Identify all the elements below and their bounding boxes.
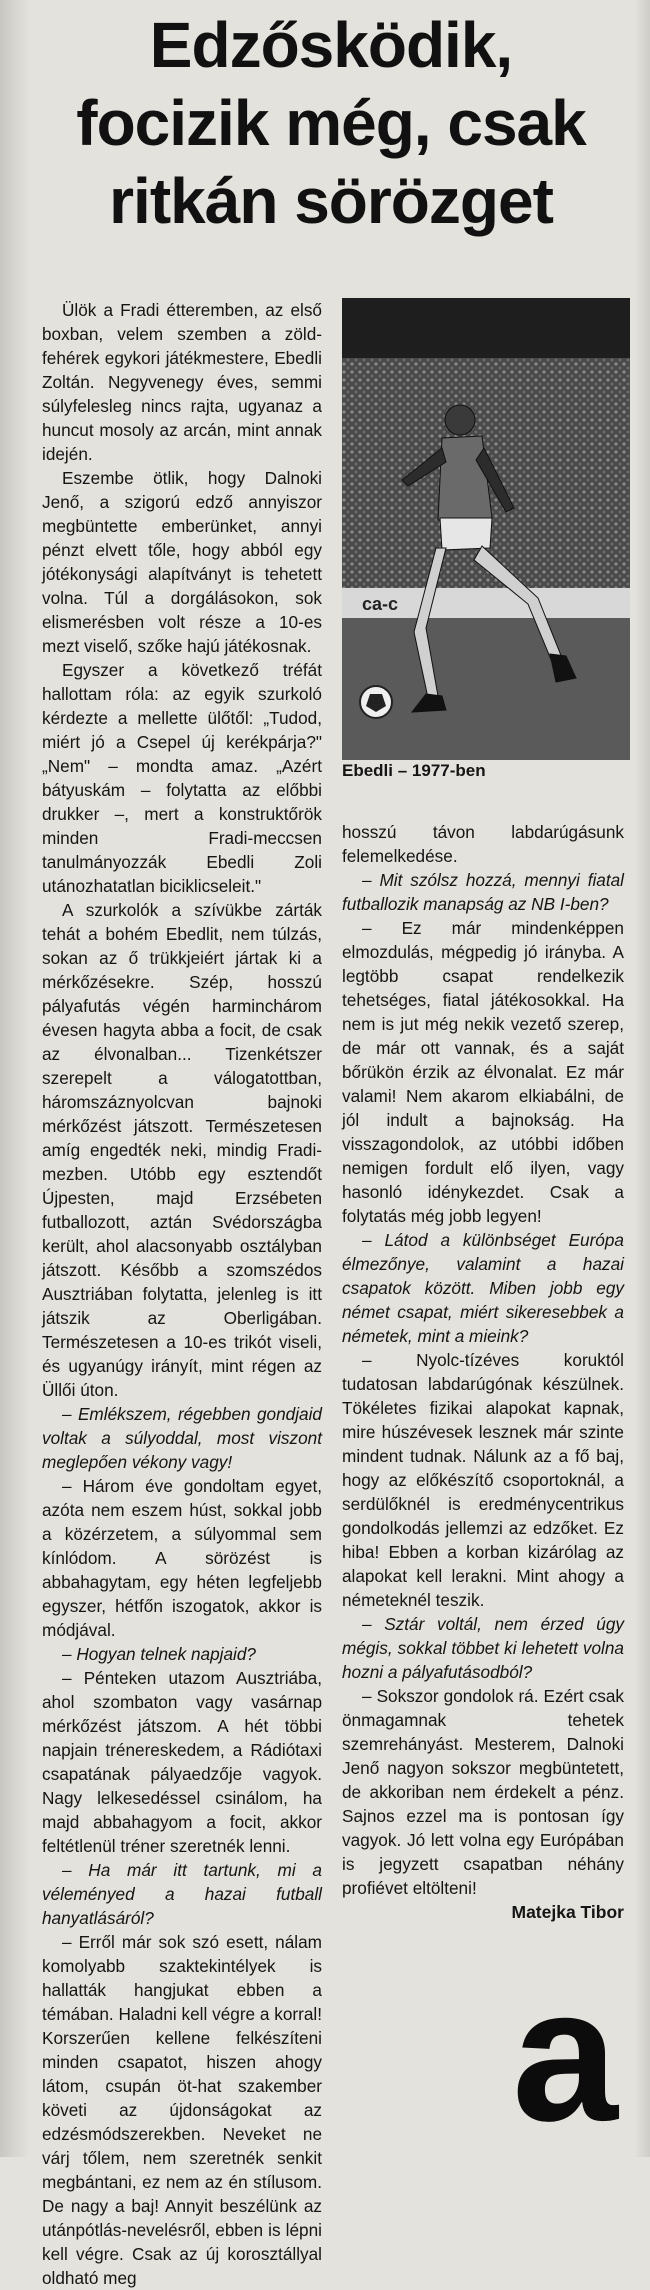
svg-text:ca-c: ca-c [362,594,399,614]
headline-line-2: focizik még, csak [76,87,586,159]
adjacent-page-strip-right [634,0,650,2157]
interview-question: – Mit szólsz hozzá, mennyi fiatal futballozik manapság az NB I-ben? [342,870,624,914]
article-paragraph: – Pénteken utazom Ausztriába, ahol szombaton vagy vasárnap mérkőzést játszom. A hét többi napjain trénereskedem, a Rádiótaxi csapatának pályaedzője vagyok. Nagy lelkesedéssel csinálom, ha majd abbahagyom a focit, akkor feltétlenül tréner szeretnék lenni. [42,1668,322,1856]
photo-caption: Ebedli – 1977-ben [342,761,486,780]
section-logo: a [512,1949,618,2161]
article-paragraph: – Erről már sok szó esett, nálam komolyabb szaktekintélyek is hallatták hangjukat ebben a témában. Haladni kell végre a korral! Korszerűen kellene felkészíteni minden csapatot, hiszen ahogy látom, csupán öt-hat szakember követi az újdonságokat az edzésmódszerekben. Neveket ne várj tőlem, nem szeretnék senkit megbántani, ez nem az én stílusom. De nagy a baj! Annyit beszélünk az utánpótlás-nevelésről, ebben is lépni kell végre. Csak az új korosztállyal oldható meg [42,1932,322,2288]
article-column-right-body [342,820,624,1900]
article-paragraph: Eszembe ötlik, hogy Dalnoki Jenő, a szigorú edző annyiszor megbüntette emberünket, annyi pénzt elvett tőle, hogy abból egy jótékonysági alapítványt is tehetett volna. Túl a dorgálásokon, sok elismerésben volt része a 10-es mezt viselő, szőke hajú játékosnak. [42,468,322,656]
article-paragraph: – Sokszor gondolok rá. Ezért csak önmagamnak tehetek szemrehányást. Mesterem, Dalnoki Jenő nagyon sokszor megbüntetett, de akkoriban nem érdekelt a pénz. Sajnos ezzel ma is pontosan így vagyok. Jó lett volna egy Európában is jegyzett csapatban néhány profiévet eltölteni! [342,1686,624,1898]
article-paragraph: Ülök a Fradi étteremben, az első boxban, velem szemben a zöld-fehérek egykori játékmestere, Ebedli Zoltán. Negyvenegy éves, semmi súlyfelesleg nincs rajta, ugyanaz a huncut mosoly az arcán, mint annak idején. [42,300,322,464]
interview-question: – Látod a különbséget Európa élmezőnye, valamint a hazai csapatok között. Miben jobb egy német csapat, miért sikeresebbek a németek, mint a mieink? [342,1230,624,1346]
article-column-right [342,820,624,1924]
article-paragraph: Egyszer a következő tréfát hallottam róla: az egyik szurkoló kérdezte a mellette ülőtől: „Tudod, miért jó a Csepel új kerékpárja?" „Nem" – mondta amaz. „Azért bátyuskám – folytatta az előbbi drukker –, mert a konstruktőrök minden Fradi-meccsen tanulmányozzák Ebedli Zoli utánozhatatlan biciklicseleit." [42,660,322,896]
player-photo-image [342,298,630,760]
player-photo [342,298,630,760]
interview-question: – Ha már itt tartunk, mi a véleményed a hazai futball hanyatlásáról? [42,1860,322,1928]
interview-question: – Emlékszem, régebben gondjaid voltak a súlyoddal, most viszont meglepően vékony vagy! [42,1404,322,1472]
interview-question: – Hogyan telnek napjaid? [62,1644,256,1664]
article-column-left [42,298,322,2290]
adjacent-page-strip-left [0,0,30,2157]
article-paragraph: – Ez már mindenképpen elmozdulás, mégpedig jó irányba. A legtöbb csapat rendelkezik tehetséges, fiatal játékosokkal. Ha nem is jut még nekik vezető szerep, de már ott vannak, és a saját bőrükön érzik az élvonalat. Ez már valami! Nem akarom elkiabálni, de jól indult a bajnokság. Ha visszagondolok, az utóbbi időben nemigen fordult elő ilyen, vagy hasonló idénykezdet. Csak a folytatás még jobb legyen! [342,918,624,1226]
article-paragraph: hosszú távon labdarúgásunk felemelkedése. [342,822,624,866]
photo-block [342,298,630,782]
article-paragraph: – Három éve gondoltam egyet, azóta nem eszem húst, sokkal jobb a közérzetem, a súlyommal sem kínlódom. A sörözést is abbahagytam, egy héten legfeljebb egyszer, hétfőn iszogatok, akkor is módjával. [42,1476,322,1640]
article-paragraph: A szurkolók a szívükbe zárták tehát a bohém Ebedlit, nem túlzás, sokan az ő trükkjeiért jártak ki a mérkőzésekre. Szép, hosszú pályafutás végén harminchárom évesen hagyta abba a focit, de csak az élvonalban... Tizenkétszer szerepelt a válogatottban, háromszáznyolcvan bajnoki mérkőzést játszott. Természetesen amíg engedték neki, mindig Fradi-mezben. Utóbb egy esztendőt Újpesten, majd Erzsébeten futballozott, aztán Svédországba került, ahol alacsonyabb osztályban játszott. Később a szomszédos Ausztriában folytatta, jelenleg is itt játszik az Oberligában. Természetesen a 10-es trikót viseli, és ugyanúgy irányít, mint régen az Üllői úton. [42,900,322,1400]
headline [34,6,628,240]
headline-line-3: ritkán sörözget [109,165,553,237]
headline-line-1: Edzősködik, [149,9,513,81]
interview-question: – Sztár voltál, nem érzed úgy mégis, sokkal többet ki lehetett volna hozni a pályafutásodból? [342,1614,624,1682]
byline: Matejka Tibor [511,1902,624,1922]
article-paragraph: – Nyolc-tízéves koruktól tudatosan labdarúgónak készülnek. Tökéletes fizikai alapokat kapnak, mire húszévesek lesznek már szinte mindent tudnak. Nálunk az a fő baj, hogy az előkészítő csoportoknál, a serdülőknél is eredménycentrikus gondolkodás jellemzi az edzőket. Ez hiba! Ebben a korban kizárólag az alapokat kell lerakni. Mint ahogy a németeknél teszik. [342,1350,624,1610]
